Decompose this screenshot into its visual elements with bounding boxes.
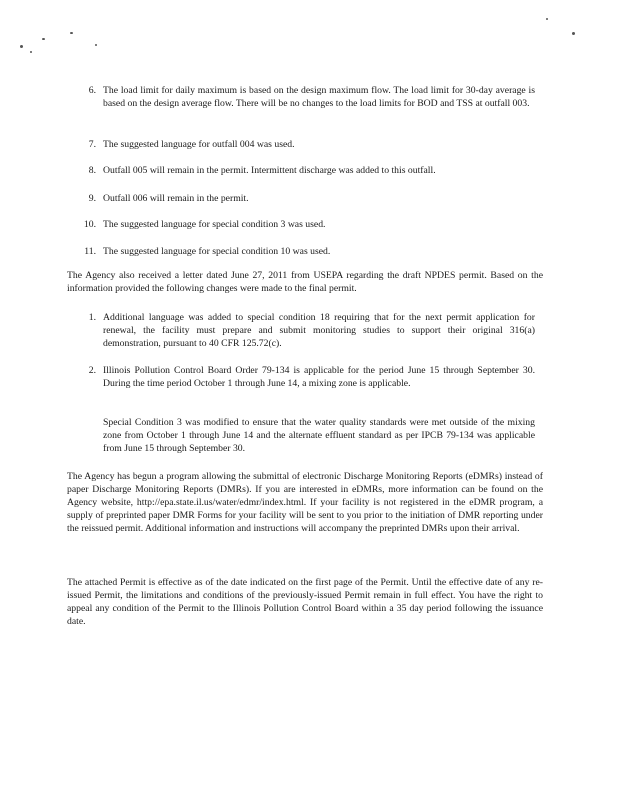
list-item-text: The suggested language for outfall 004 was used. (103, 139, 295, 150)
list-item-text: The suggested language for special condition 3 was used. (103, 219, 326, 230)
list-number: 11. (84, 246, 96, 257)
scan-speck (30, 51, 32, 53)
list-number: 6. (88, 85, 96, 96)
list-item-text: The load limit for daily maximum is based on the design maximum flow. The load limit for 30-day average is based on the design average flow. There will be no changes to the load limits for BOD and TSS at outfall 003. (103, 85, 535, 109)
scan-speck (546, 18, 548, 20)
list-item-text: Outfall 005 will remain in the permit. Intermittent discharge was added to this outfall. (103, 165, 436, 176)
list-item-text: Additional language was added to special condition 18 requiring that for the next permit application for renewal, the facility must prepare and submit monitoring studies to support their original 316(a) demonstration, pursuant to 40 CFR 125.72(c). (103, 312, 535, 349)
list-number: 10. (83, 219, 96, 230)
list-number: 1. (88, 312, 96, 323)
list-item-text: Outfall 006 will remain in the permit. (103, 193, 249, 204)
scan-speck (572, 32, 575, 35)
scan-speck (20, 45, 23, 48)
list-number: 2. (88, 365, 96, 376)
list-item-text: The suggested language for special condition 10 was used. (103, 246, 331, 257)
list-item-text: Illinois Pollution Control Board Order 79-134 is applicable for the period June 15 through September 30. During the time period October 1 through June 14, a mixing zone is applicable. (103, 365, 535, 389)
effective-date-paragraph: The attached Permit is effective as of the date indicated on the first page of the Permit. Until the effective date of any re-issued Permit, the limitations and conditions of the previously-issued Permit remain in full effect. You have the right to appeal any condition of the Permit to the Illinois Pollution Control Board within a 35 day period following the issuance date. (67, 577, 543, 627)
list-number: 7. (88, 139, 96, 150)
special-condition-paragraph: Special Condition 3 was modified to ensure that the water quality standards were met outside of the mixing zone from October 1 through June 14 and the alternate effluent standard as per IPCB 79-134 was applicable from June 15 through September 30. (103, 417, 535, 454)
usepa-letter-paragraph: The Agency also received a letter dated June 27, 2011 from USEPA regarding the draft NPDES permit. Based on the information provided the following changes were made to the final permit. (67, 270, 543, 294)
scan-speck (95, 44, 97, 46)
scan-speck (70, 32, 73, 34)
scan-speck (42, 38, 45, 40)
edmr-paragraph: The Agency has begun a program allowing the submittal of electronic Discharge Monitoring Reports (eDMRs) instead of paper Discharge Monitoring Reports (DMRs). If you are interested in eDMRs, more information can be found on the Agency website, http://epa.state.il.us/water/edmr/index.html. If your facility is not registered in the eDMR program, a supply of preprinted paper DMR Forms for your facility will be sent to you prior to the initiation of DMR reporting under the reissued permit. Additional information and instructions will accompany the preprinted DMRs upon their arrival. (67, 471, 543, 534)
list-number: 8. (88, 165, 96, 176)
list-number: 9. (88, 193, 96, 204)
